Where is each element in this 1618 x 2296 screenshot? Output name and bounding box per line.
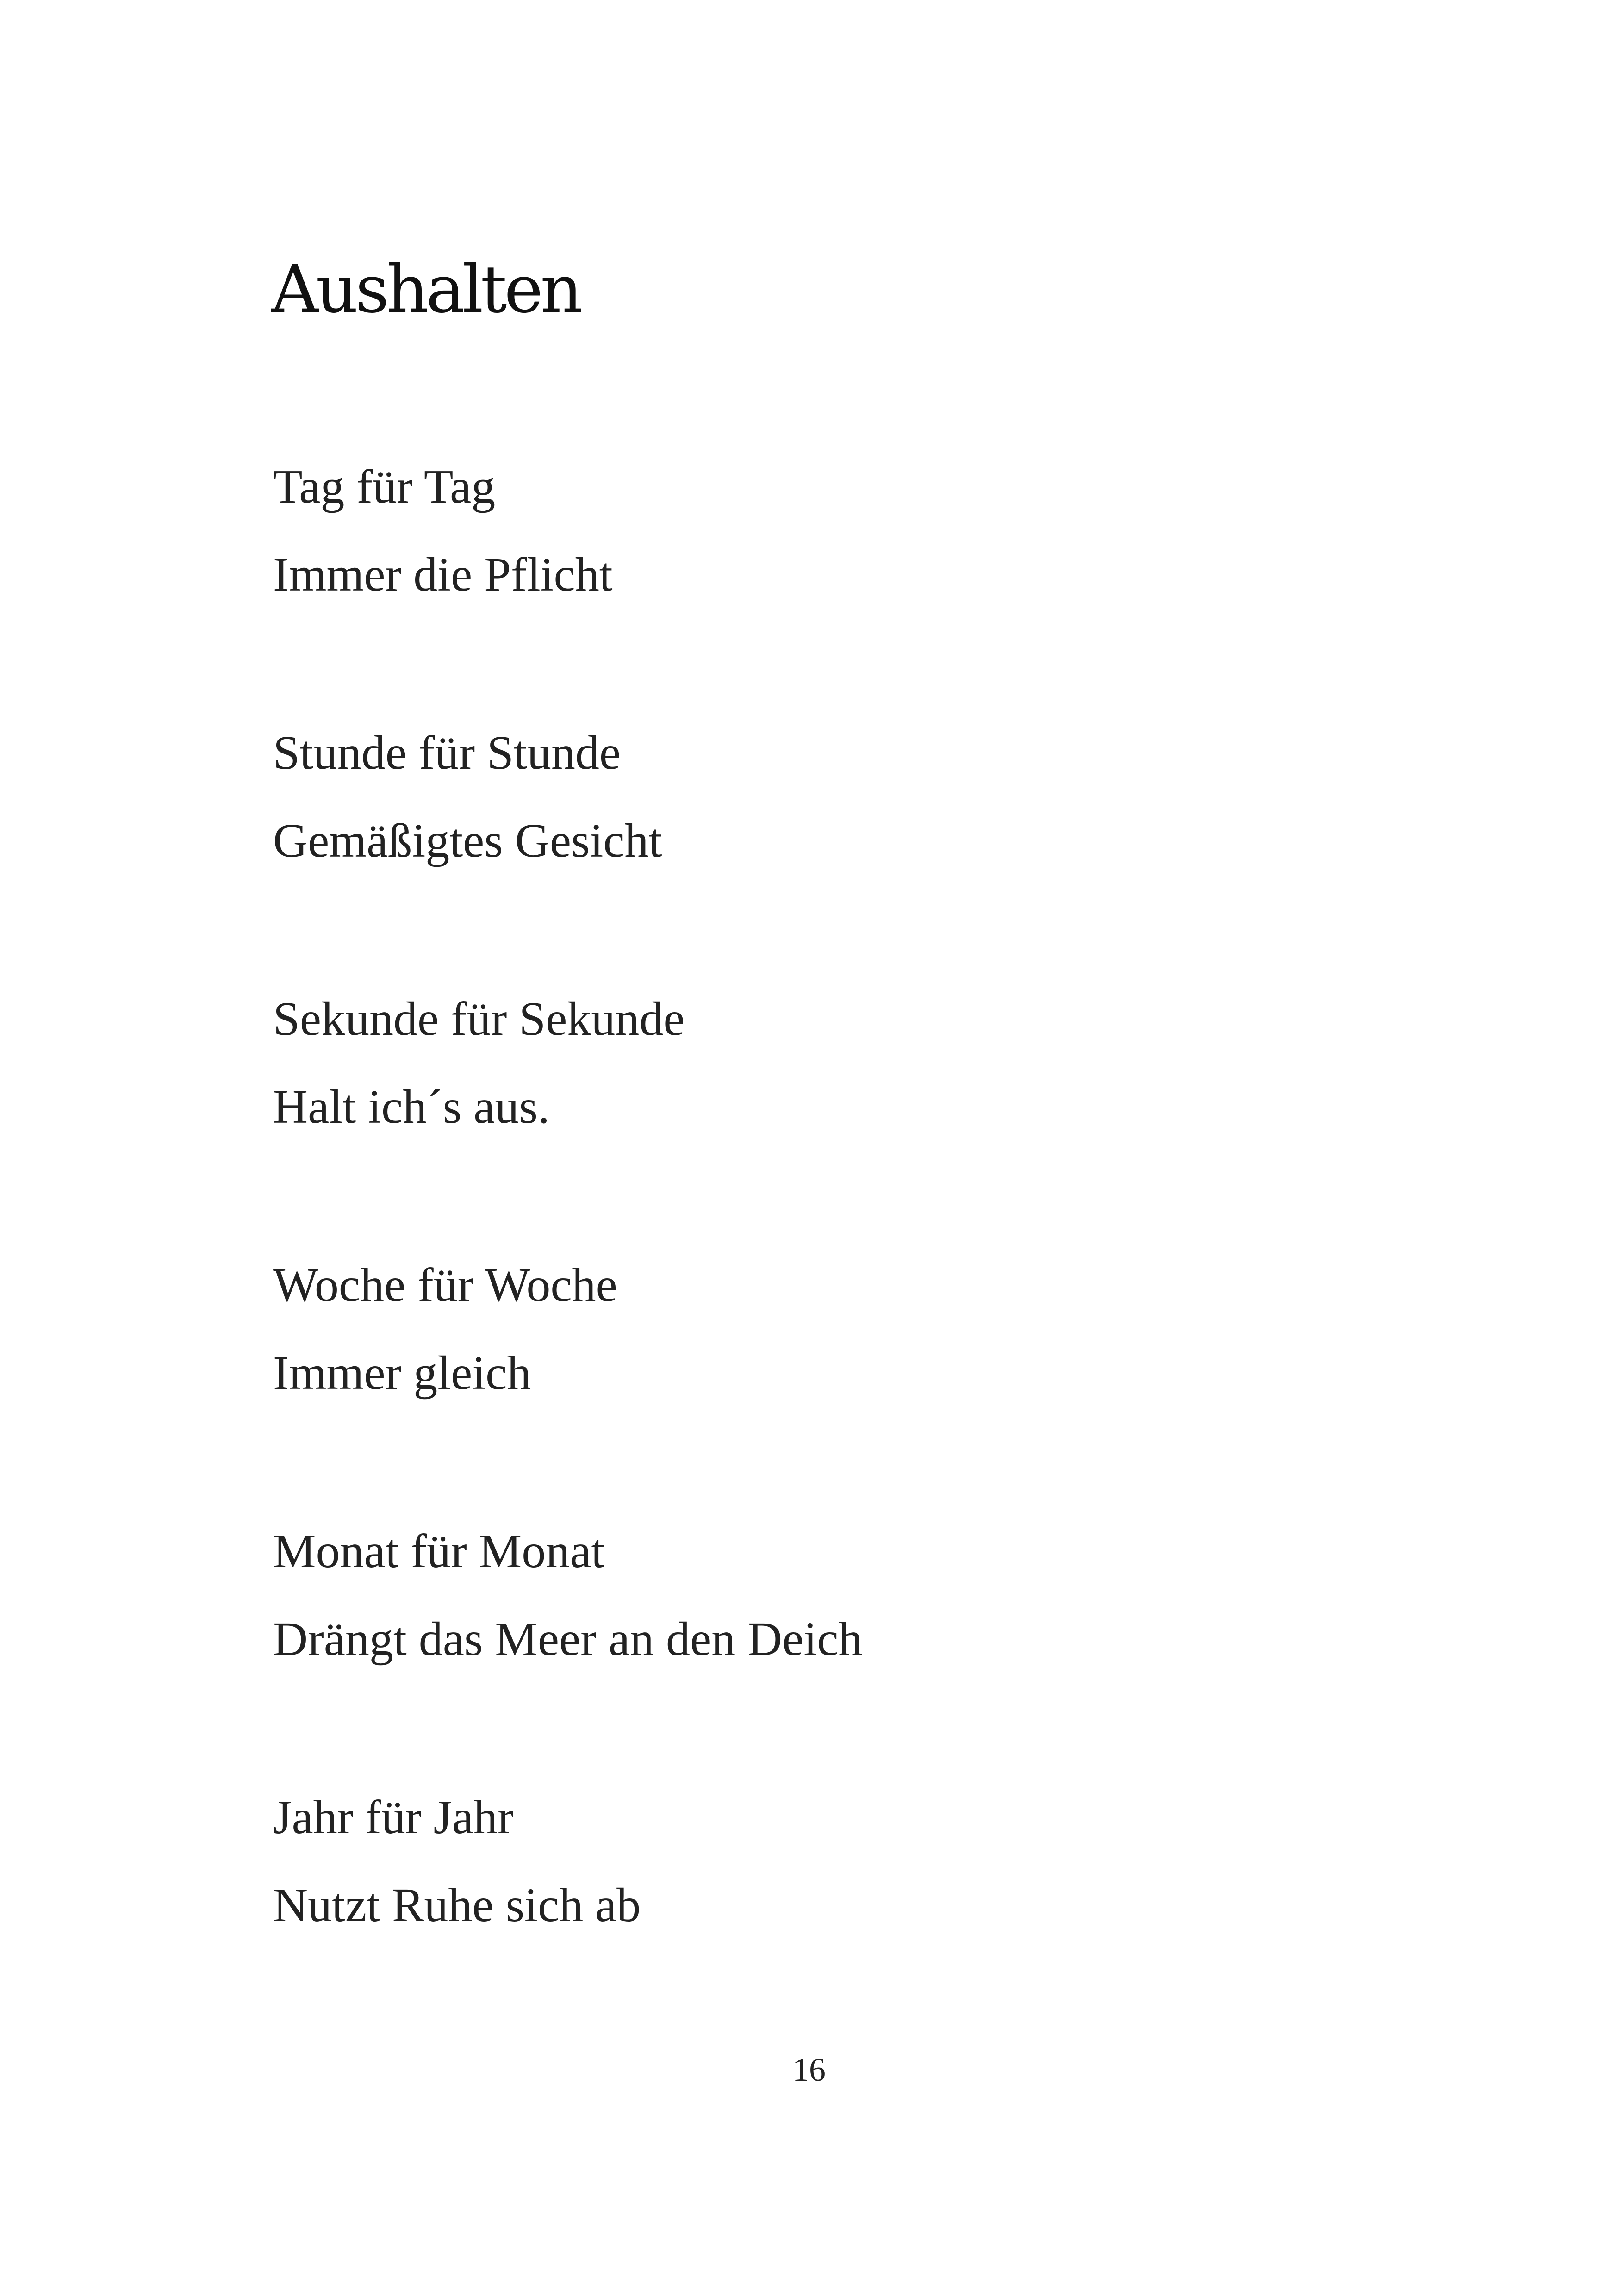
poem-line: Tag für Tag [273,460,496,513]
poem-line: Immer die Pflicht [273,548,613,601]
poem-line: Immer gleich [273,1346,531,1400]
page-number: 16 [792,2051,826,2088]
poem-line: Woche für Woche [273,1258,617,1312]
poem-line: Sekunde für Sekunde [273,992,685,1045]
poem-line: Halt ich´s aus. [273,1080,550,1133]
poem-line: Jahr für Jahr [273,1791,514,1844]
poem-title: Aushalten [271,251,580,328]
poem-line: Gemäßigtes Gesicht [273,814,662,867]
poem-line: Nutzt Ruhe sich ab [273,1879,641,1932]
poem-line: Drängt das Meer an den Deich [273,1612,863,1666]
poem-line: Monat für Monat [273,1524,605,1578]
poem-line: Stunde für Stunde [273,726,621,779]
